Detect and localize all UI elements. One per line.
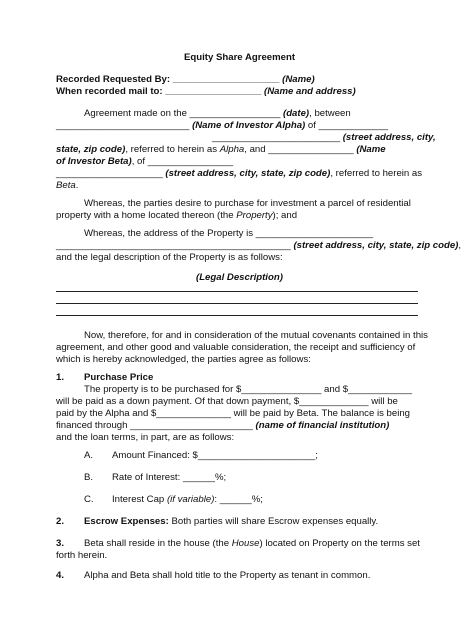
interest-cap-label: Interest Cap [112, 494, 167, 505]
purchase-line-5: and the loan terms, in part, are as follows: [56, 432, 235, 443]
rate-of-interest-blank[interactable]: ______ [182, 472, 215, 483]
loan-item-a [112, 450, 318, 462]
property-term: Property [236, 210, 273, 221]
amount-financed-label: Amount Financed: $ [112, 450, 198, 461]
recorded-requested-by-line [56, 74, 315, 86]
beta-address-hint: (street address, city, state, zip code) [165, 168, 331, 179]
consideration-line-1: Now, therefore, for and in consideration of the mutual covenants contained in this [84, 330, 428, 341]
of-text-2: , of [131, 156, 146, 167]
will-be-text: will be [368, 396, 398, 407]
legal-description-line-3[interactable] [56, 315, 418, 316]
when-recorded-label: When recorded mail to: [56, 86, 163, 97]
located-text: ) located on Property on the terms set [259, 538, 420, 549]
name-address-hint: (Name and address) [264, 86, 356, 97]
loan-item-b [112, 472, 226, 484]
semicolon: ; [315, 450, 318, 461]
when-recorded-blank[interactable]: __________________ [165, 86, 262, 97]
financial-institution-hint: (name of financial institution) [255, 420, 390, 431]
purchase-line-3 [56, 408, 410, 420]
purchase-price-blank[interactable]: _______________ [241, 384, 322, 395]
loan-item-a-letter: A. [84, 450, 94, 461]
beta-address-blank-a[interactable]: ________________ [147, 156, 234, 167]
investor-beta-hint-a: (Name [356, 144, 386, 155]
agreement-line-3 [56, 132, 436, 144]
investor-alpha-hint: (Name of Investor Alpha) [192, 120, 306, 131]
legal-description-line-2[interactable] [56, 303, 418, 304]
beta-term: Beta [56, 180, 76, 191]
legal-description-line-1[interactable] [56, 291, 418, 292]
document-title: Equity Share Agreement [184, 52, 296, 63]
loan-item-c-letter: C. [84, 494, 94, 505]
legal-description-intro: and the legal description of the Property is as follows: [56, 252, 283, 263]
section-1-heading: Purchase Price [84, 372, 154, 383]
consideration-line-2: agreement, and other good and valuable consideration, the receipt and sufficiency of [56, 342, 416, 353]
legal-description-heading: (Legal Description) [196, 272, 283, 283]
and-text: , and [244, 144, 266, 155]
loan-item-c [112, 494, 263, 506]
beta-share-blank[interactable]: ______________ [156, 408, 231, 419]
amount-financed-blank[interactable]: ______________________ [197, 450, 316, 461]
whereas-line-1: Whereas, the parties desire to purchase for investment a parcel of residential [84, 198, 411, 209]
loan-item-b-letter: B. [84, 472, 94, 483]
when-recorded-line [56, 86, 356, 98]
address-text: Whereas, the address of the Property is [84, 228, 254, 239]
section-2-number: 2. [56, 516, 65, 527]
agreement-line-7 [56, 180, 78, 192]
section-4-number: 4. [56, 570, 65, 581]
property-address-blank-b[interactable]: ____________________________________________ [56, 240, 291, 251]
property-text: property with a home located thereon (the [56, 210, 237, 221]
date-blank[interactable]: _________________ [189, 108, 281, 119]
agreement-made-text: Agreement made on the [84, 108, 187, 119]
name-hint: (Name) [282, 74, 315, 85]
beta-reside-text: Beta shall reside in the house (the [84, 538, 232, 549]
period: . [75, 180, 79, 191]
if-variable-text: (if variable) [166, 494, 215, 505]
referred-text: , referred to herein as [125, 144, 220, 155]
referred-text-2: , referred to herein as [330, 168, 423, 179]
address-line-2 [56, 240, 461, 252]
section-3-number: 3. [56, 538, 65, 549]
recorded-requested-by-blank[interactable]: ____________________ [172, 74, 280, 85]
comma: , [458, 240, 462, 251]
purchase-line-1 [84, 384, 412, 396]
recorded-requested-by-label: Recorded Requested By: [56, 74, 171, 85]
interest-cap-blank[interactable]: ______ [219, 494, 252, 505]
financial-institution-blank[interactable]: _______________________ [130, 420, 253, 431]
consideration-line-3: which is hereby acknowledged, the parties agree as follows: [56, 354, 311, 365]
down-payment-text: will be paid as a down payment. Of that down payment, $ [56, 396, 300, 407]
section-4-text: Alpha and Beta shall hold title to the Property as tenant in common. [84, 570, 371, 581]
agreement-line-1 [84, 108, 351, 120]
escrow-heading: Escrow Expenses: [84, 516, 169, 527]
section-2-text [84, 516, 378, 528]
agreement-line-2 [56, 120, 388, 132]
section-1-number: 1. [56, 372, 65, 383]
purchase-text: The property is to be purchased for $ [84, 384, 242, 395]
investor-beta-hint-b: of Investor Beta) [56, 156, 132, 167]
colon: : [214, 494, 220, 505]
house-term: House [231, 538, 260, 549]
escrow-text: Both parties will share Escrow expenses equally. [168, 516, 379, 527]
investor-alpha-blank[interactable]: _________________________ [56, 120, 190, 131]
of-text: of [305, 120, 316, 131]
property-address-hint: (street address, city, state, zip code) [293, 240, 459, 251]
section-3-line-1 [84, 538, 420, 550]
alpha-address-blank-a[interactable]: _____________ [318, 120, 388, 131]
alpha-address-blank-b[interactable]: ________________________ [212, 132, 341, 143]
agreement-line-6 [56, 168, 422, 180]
financed-through-text: financed through [56, 420, 128, 431]
alpha-share-blank[interactable]: _____________ [299, 396, 369, 407]
between-text: , between [309, 108, 351, 119]
whereas-line-2 [56, 210, 297, 222]
date-hint: (date) [283, 108, 310, 119]
and-dollar-text: and $ [321, 384, 349, 395]
and-text-2: ); and [272, 210, 298, 221]
beta-address-blank-b[interactable]: ____________________ [56, 168, 163, 179]
rate-of-interest-label: Rate of Interest: [112, 472, 183, 483]
paid-by-alpha-text: paid by the Alpha and $ [56, 408, 157, 419]
property-address-blank-a[interactable]: ______________________ [255, 228, 374, 239]
section-3-line-2: forth herein. [56, 550, 108, 561]
paid-by-beta-text: will be paid by Beta. The balance is being [231, 408, 411, 419]
purchase-line-4 [56, 420, 389, 432]
percent-text: %; [214, 472, 227, 483]
percent-text-2: %; [251, 494, 263, 505]
alpha-zip-hint: state, zip code) [56, 144, 126, 155]
down-payment-blank[interactable]: ____________ [348, 384, 413, 395]
agreement-line-4 [56, 144, 386, 156]
investor-beta-blank[interactable]: ________________ [268, 144, 354, 155]
agreement-line-5 [56, 156, 233, 168]
alpha-address-hint: (street address, city, [342, 132, 436, 143]
purchase-line-2 [56, 396, 398, 408]
alpha-term: Alpha [219, 144, 245, 155]
address-line-1 [84, 228, 373, 240]
